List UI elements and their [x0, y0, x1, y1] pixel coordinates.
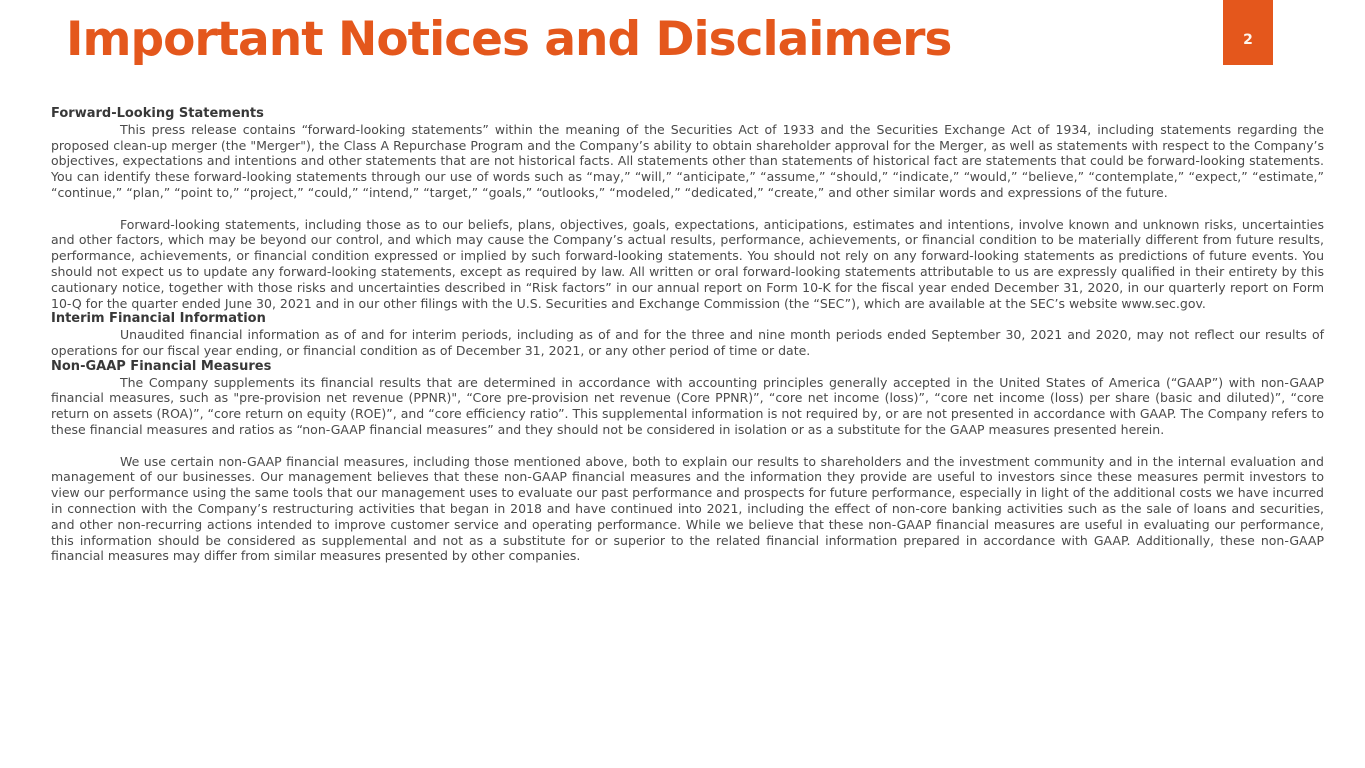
page-number: 2: [1243, 31, 1253, 48]
section-interim-financial-information: [51, 311, 1324, 358]
slide-title: Important Notices and Disclaimers: [66, 12, 952, 67]
paragraph-forward-looking-2: Forward-looking statements, including those as to our beliefs, plans, objectives, goals, expectations, anticipations, estimates and intentions, involve known and unknown risks, uncertainties and other factors, which may be beyond our control, and which may cause the Company’s actual results, performance, achievements, or financial condition to be materially different from future results, performance, achievements, or financial condition expressed or implied by such forward-looking statements. You should not rely on any forward-looking statements as predictions of future events. You should not expect us to update any forward-looking statements, except as required by law. All written or oral forward-looking statements attributable to us are expressly qualified in their entirety by this cautionary notice, together with those risks and uncertainties described in “Risk factors” in our annual report on Form 10-K for the fiscal year ended December 31, 2020, in our quarterly report on Form 10-Q for the quarter ended June 30, 2021 and in our other filings with the U.S. Securities and Exchange Commission (the “SEC”), which are available at the SEC’s website www.sec.gov.: [51, 216, 1324, 311]
section-forward-looking-statements: [51, 106, 1324, 311]
paragraph-non-gaap-2: We use certain non-GAAP financial measures, including those mentioned above, both to explain our results to shareholders and the investment community and in the internal evaluation and management of our businesses. Our management believes that these non-GAAP financial measures and the information they provide are useful to investors since these measures permit investors to view our performance using the same tools that our management uses to evaluate our past performance and prospects for future performance, especially in light of the additional costs we have incurred in connection with the Company’s restructuring activities that began in 2018 and have continued into 2021, including the effect of non-core banking activities such as the sale of loans and securities, and other non-recurring actions intended to improve customer service and operating performance. While we believe that these non-GAAP financial measures are useful in evaluating our performance, this information should be considered as supplemental and not as a substitute for or superior to the related financial information prepared in accordance with GAAP. Additionally, these non-GAAP financial measures may differ from similar measures presented by other companies.: [51, 453, 1324, 564]
disclaimer-content: [51, 106, 1324, 564]
paragraph-interim-financial-1: Unaudited financial information as of and for interim periods, including as of and for the three and nine month periods ended September 30, 2021 and 2020, may not reflect our results of operations for our fiscal year ending, or financial condition as of December 31, 2021, or any other period of time or date.: [51, 327, 1324, 358]
section-heading-interim-financial: Interim Financial Information: [51, 311, 266, 327]
page-number-badge: [1223, 0, 1273, 65]
paragraph-non-gaap-1: The Company supplements its financial results that are determined in accordance with accounting principles generally accepted in the United States of America (“GAAP”) with non-GAAP financial measures, such as "pre-provision net revenue (PPNR)", “Core pre-provision net revenue (Core PPNR)”, “core net income (loss)”, “core net income (loss) per share (basic and diluted)”, “core return on assets (ROA)”, “core return on equity (ROE)”, and “core efficiency ratio”. This supplemental information is not required by, or are not presented in accordance with GAAP. The Company refers to these financial measures and ratios as “non-GAAP financial measures” and they should not be considered in isolation or as a substitute for the GAAP measures presented herein.: [51, 374, 1324, 437]
paragraph-forward-looking-1: This press release contains “forward-looking statements” within the meaning of the Securities Act of 1933 and the Securities Exchange Act of 1934, including statements regarding the proposed clean-up merger (the "Merger"), the Class A Repurchase Program and the Company’s ability to obtain shareholder approval for the Merger, as well as statements with respect to the Company’s objectives, expectations and intentions and other statements that are not historical facts. All statements other than statements of historical fact are statements that could be forward-looking statements. You can identify these forward-looking statements through our use of words such as “may,” “will,” “anticipate,” “assume,” “should,” “indicate,” “would,” “believe,” “contemplate,” “expect,” “estimate,” “continue,” “plan,” “point to,” “project,” “could,” “intend,” “target,” “goals,” “outlooks,” “modeled,” “dedicated,” “create,” and other similar words and expressions of the future.: [51, 121, 1324, 200]
section-heading-forward-looking: Forward-Looking Statements: [51, 106, 264, 121]
section-non-gaap-financial-measures: [51, 359, 1324, 564]
section-heading-non-gaap: Non-GAAP Financial Measures: [51, 358, 272, 374]
